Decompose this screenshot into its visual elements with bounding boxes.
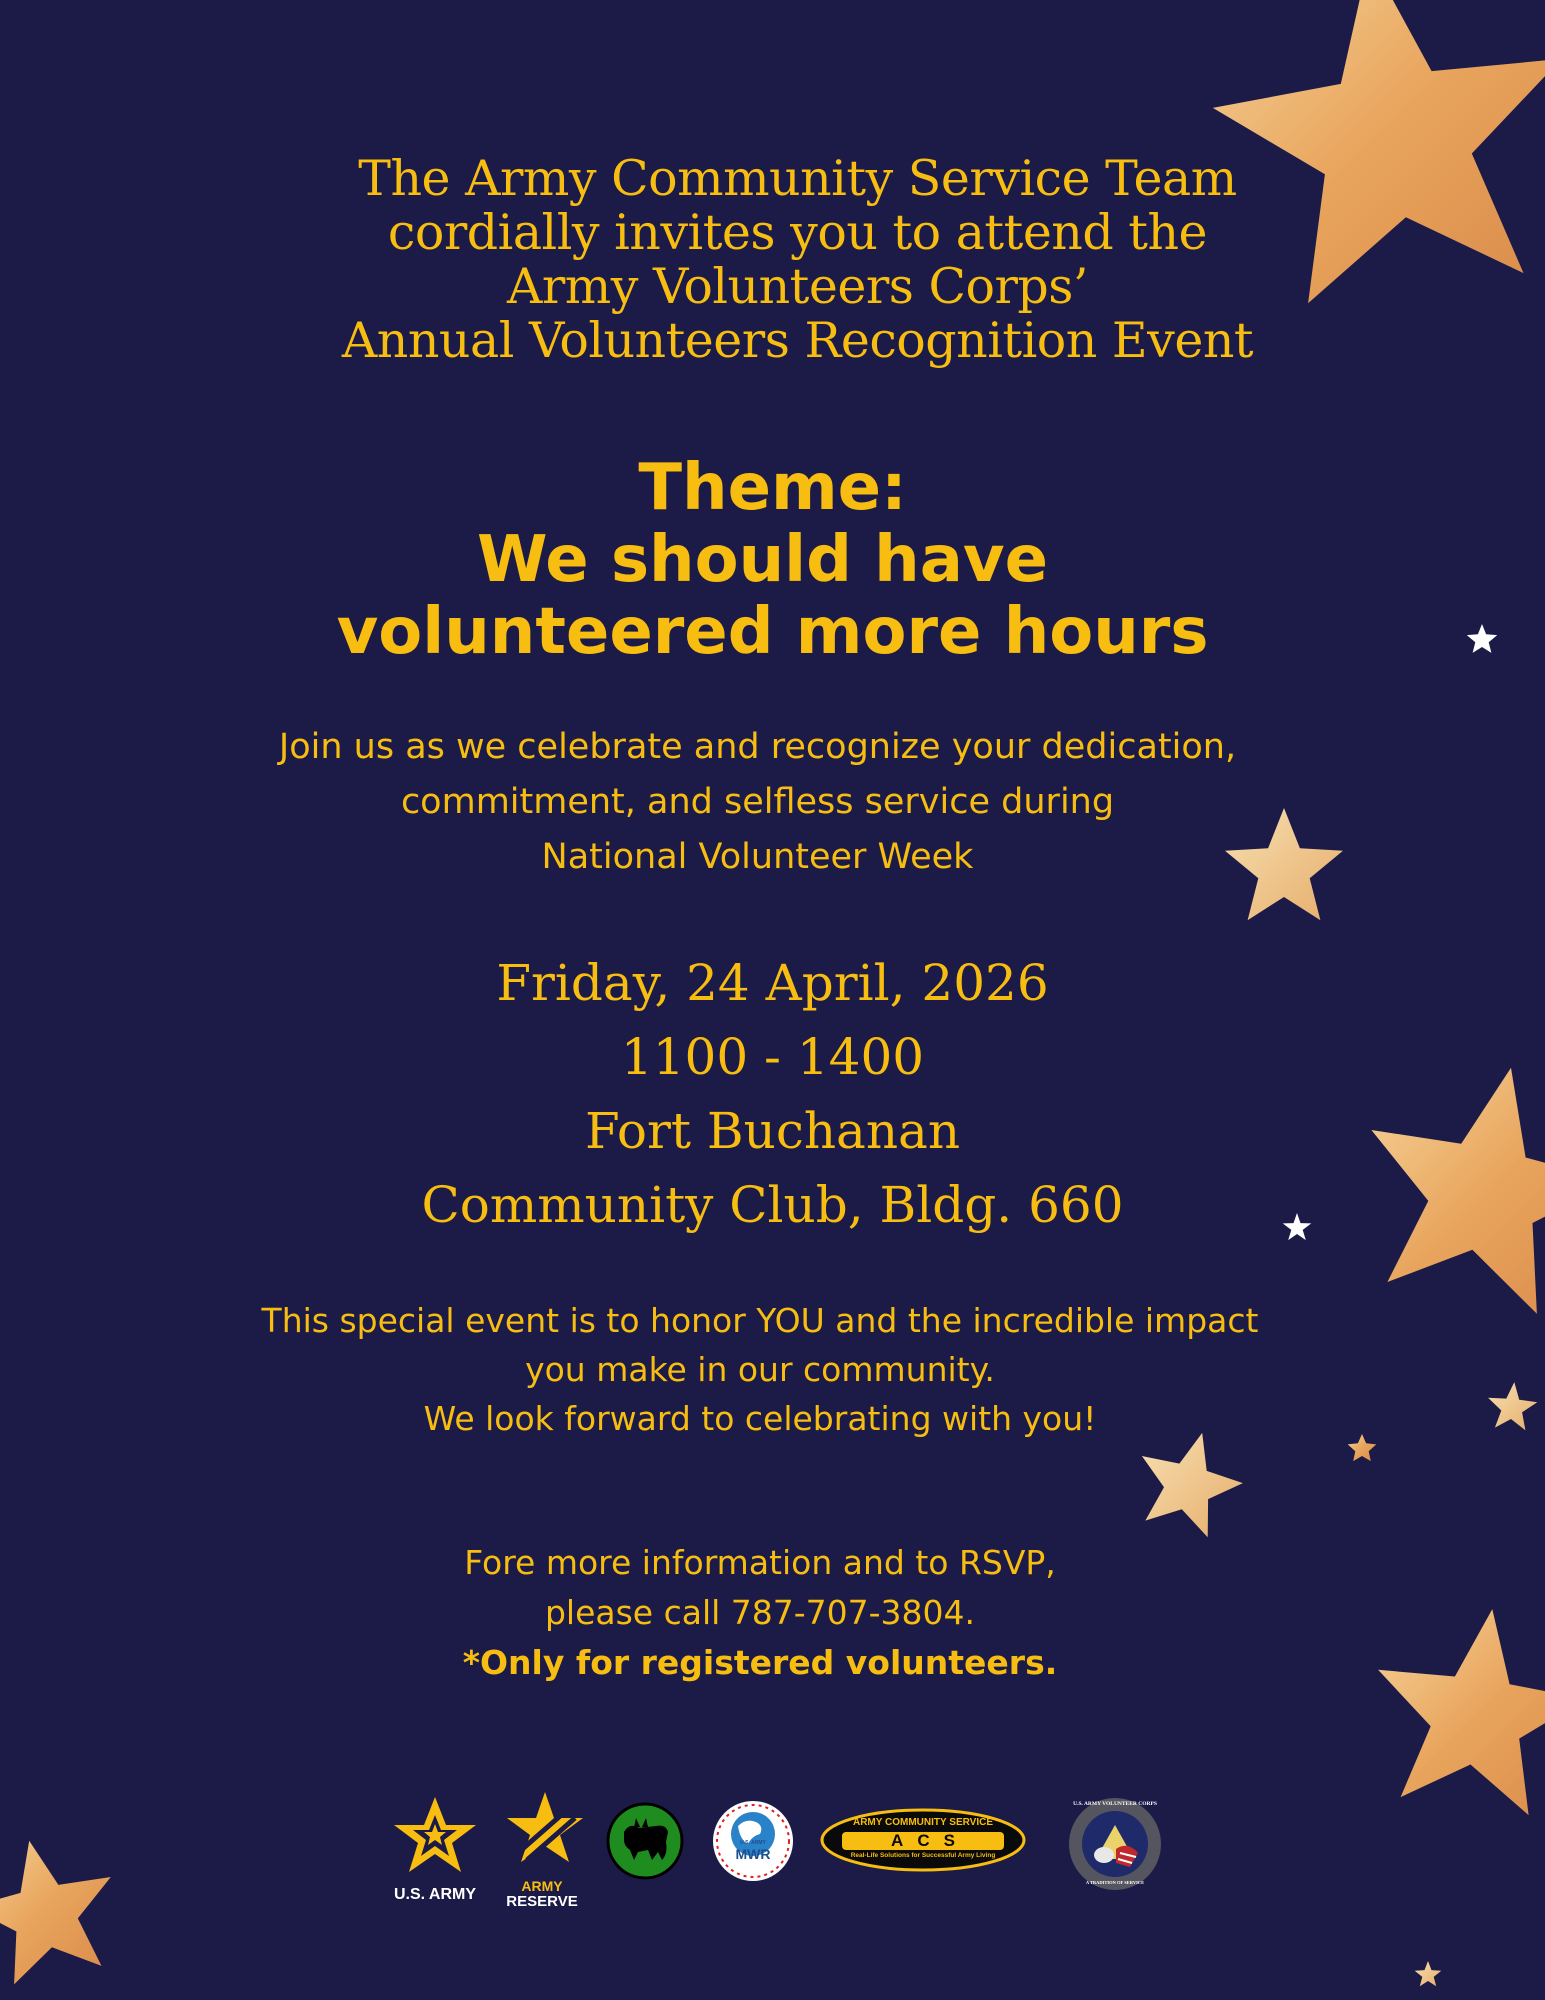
rsvp-note: *Only for registered volunteers. <box>462 1643 1058 1682</box>
army-volunteer-corps-logo <box>1068 1797 1162 1891</box>
rsvp-phone: please call 787-707-3804. <box>544 1593 976 1632</box>
honor-paragraph <box>0 1296 1545 1443</box>
avc-ring-text: U.S. ARMY VOLUNTEER CORPS <box>1073 1801 1157 1807</box>
theme-line-1: We should have <box>476 523 1049 597</box>
honor-line-2: you make in our community. <box>525 1350 995 1389</box>
reserve-text-1: ARMY <box>521 1878 563 1894</box>
theme-heading <box>0 452 1545 668</box>
rsvp-section <box>0 1538 1545 1688</box>
mwr-small-text: U.S. ARMY <box>740 1840 766 1846</box>
event-venue: Community Club, Bldg. 660 <box>421 1176 1124 1234</box>
invitation-text <box>0 152 1545 368</box>
reserve-star-icon <box>497 1790 587 1870</box>
army-reserve-logo <box>497 1790 587 1910</box>
join-line-1: Join us as we celebrate and recognize your dedication, <box>278 727 1237 767</box>
event-date: Friday, 24 April, 2026 <box>496 954 1049 1012</box>
army-logo-text: U.S. ARMY <box>393 1886 477 1903</box>
star-tiny-bottom <box>1415 1961 1442 1986</box>
us-army-logo <box>390 1795 480 1905</box>
rsvp-line-1: Fore more information and to RSVP, <box>464 1543 1056 1582</box>
reserve-text-2: RESERVE <box>506 1893 578 1910</box>
mwr-logo <box>712 1800 794 1882</box>
join-line-3: National Volunteer Week <box>541 837 974 877</box>
volunteer-corps-seal-icon <box>1068 1797 1162 1891</box>
honor-line-3: We look forward to celebrating with you! <box>423 1399 1097 1438</box>
join-paragraph <box>0 720 1545 885</box>
acs-top-text: ARMY COMMUNITY SERVICE <box>852 1817 994 1828</box>
invitation-line-4: Annual Volunteers Recognition Event <box>341 312 1254 369</box>
star-large-bottom-left <box>0 1841 111 1985</box>
wildcat-patch-icon <box>606 1802 684 1880</box>
avc-bottom-text: A TRADITION OF SERVICE <box>1085 1880 1145 1885</box>
honor-line-1: This special event is to honor YOU and the incredible impact <box>261 1301 1259 1340</box>
invitation-line-1: The Army Community Service Team <box>358 150 1237 207</box>
theme-line-2: volunteered more hours <box>336 595 1209 669</box>
event-location: Fort Buchanan <box>584 1102 961 1160</box>
invitation-line-3: Army Volunteers Corps’ <box>506 258 1089 315</box>
acs-text: ACS <box>891 1831 969 1850</box>
acs-logo <box>820 1808 1026 1872</box>
division-patch-logo <box>606 1802 684 1880</box>
star-medium-lower <box>1142 1433 1243 1537</box>
join-line-2: commitment, and selfless service during <box>400 782 1115 822</box>
mwr-text: MWR <box>735 1846 771 1862</box>
event-time: 1100 - 1400 <box>620 1028 925 1086</box>
invitation-line-2: cordially invites you to attend the <box>387 204 1208 261</box>
theme-label: Theme: <box>638 451 907 525</box>
event-details <box>0 946 1545 1242</box>
acs-tagline: Real-Life Solutions for Successful Army Living <box>850 1852 996 1859</box>
army-star-icon <box>390 1795 480 1875</box>
